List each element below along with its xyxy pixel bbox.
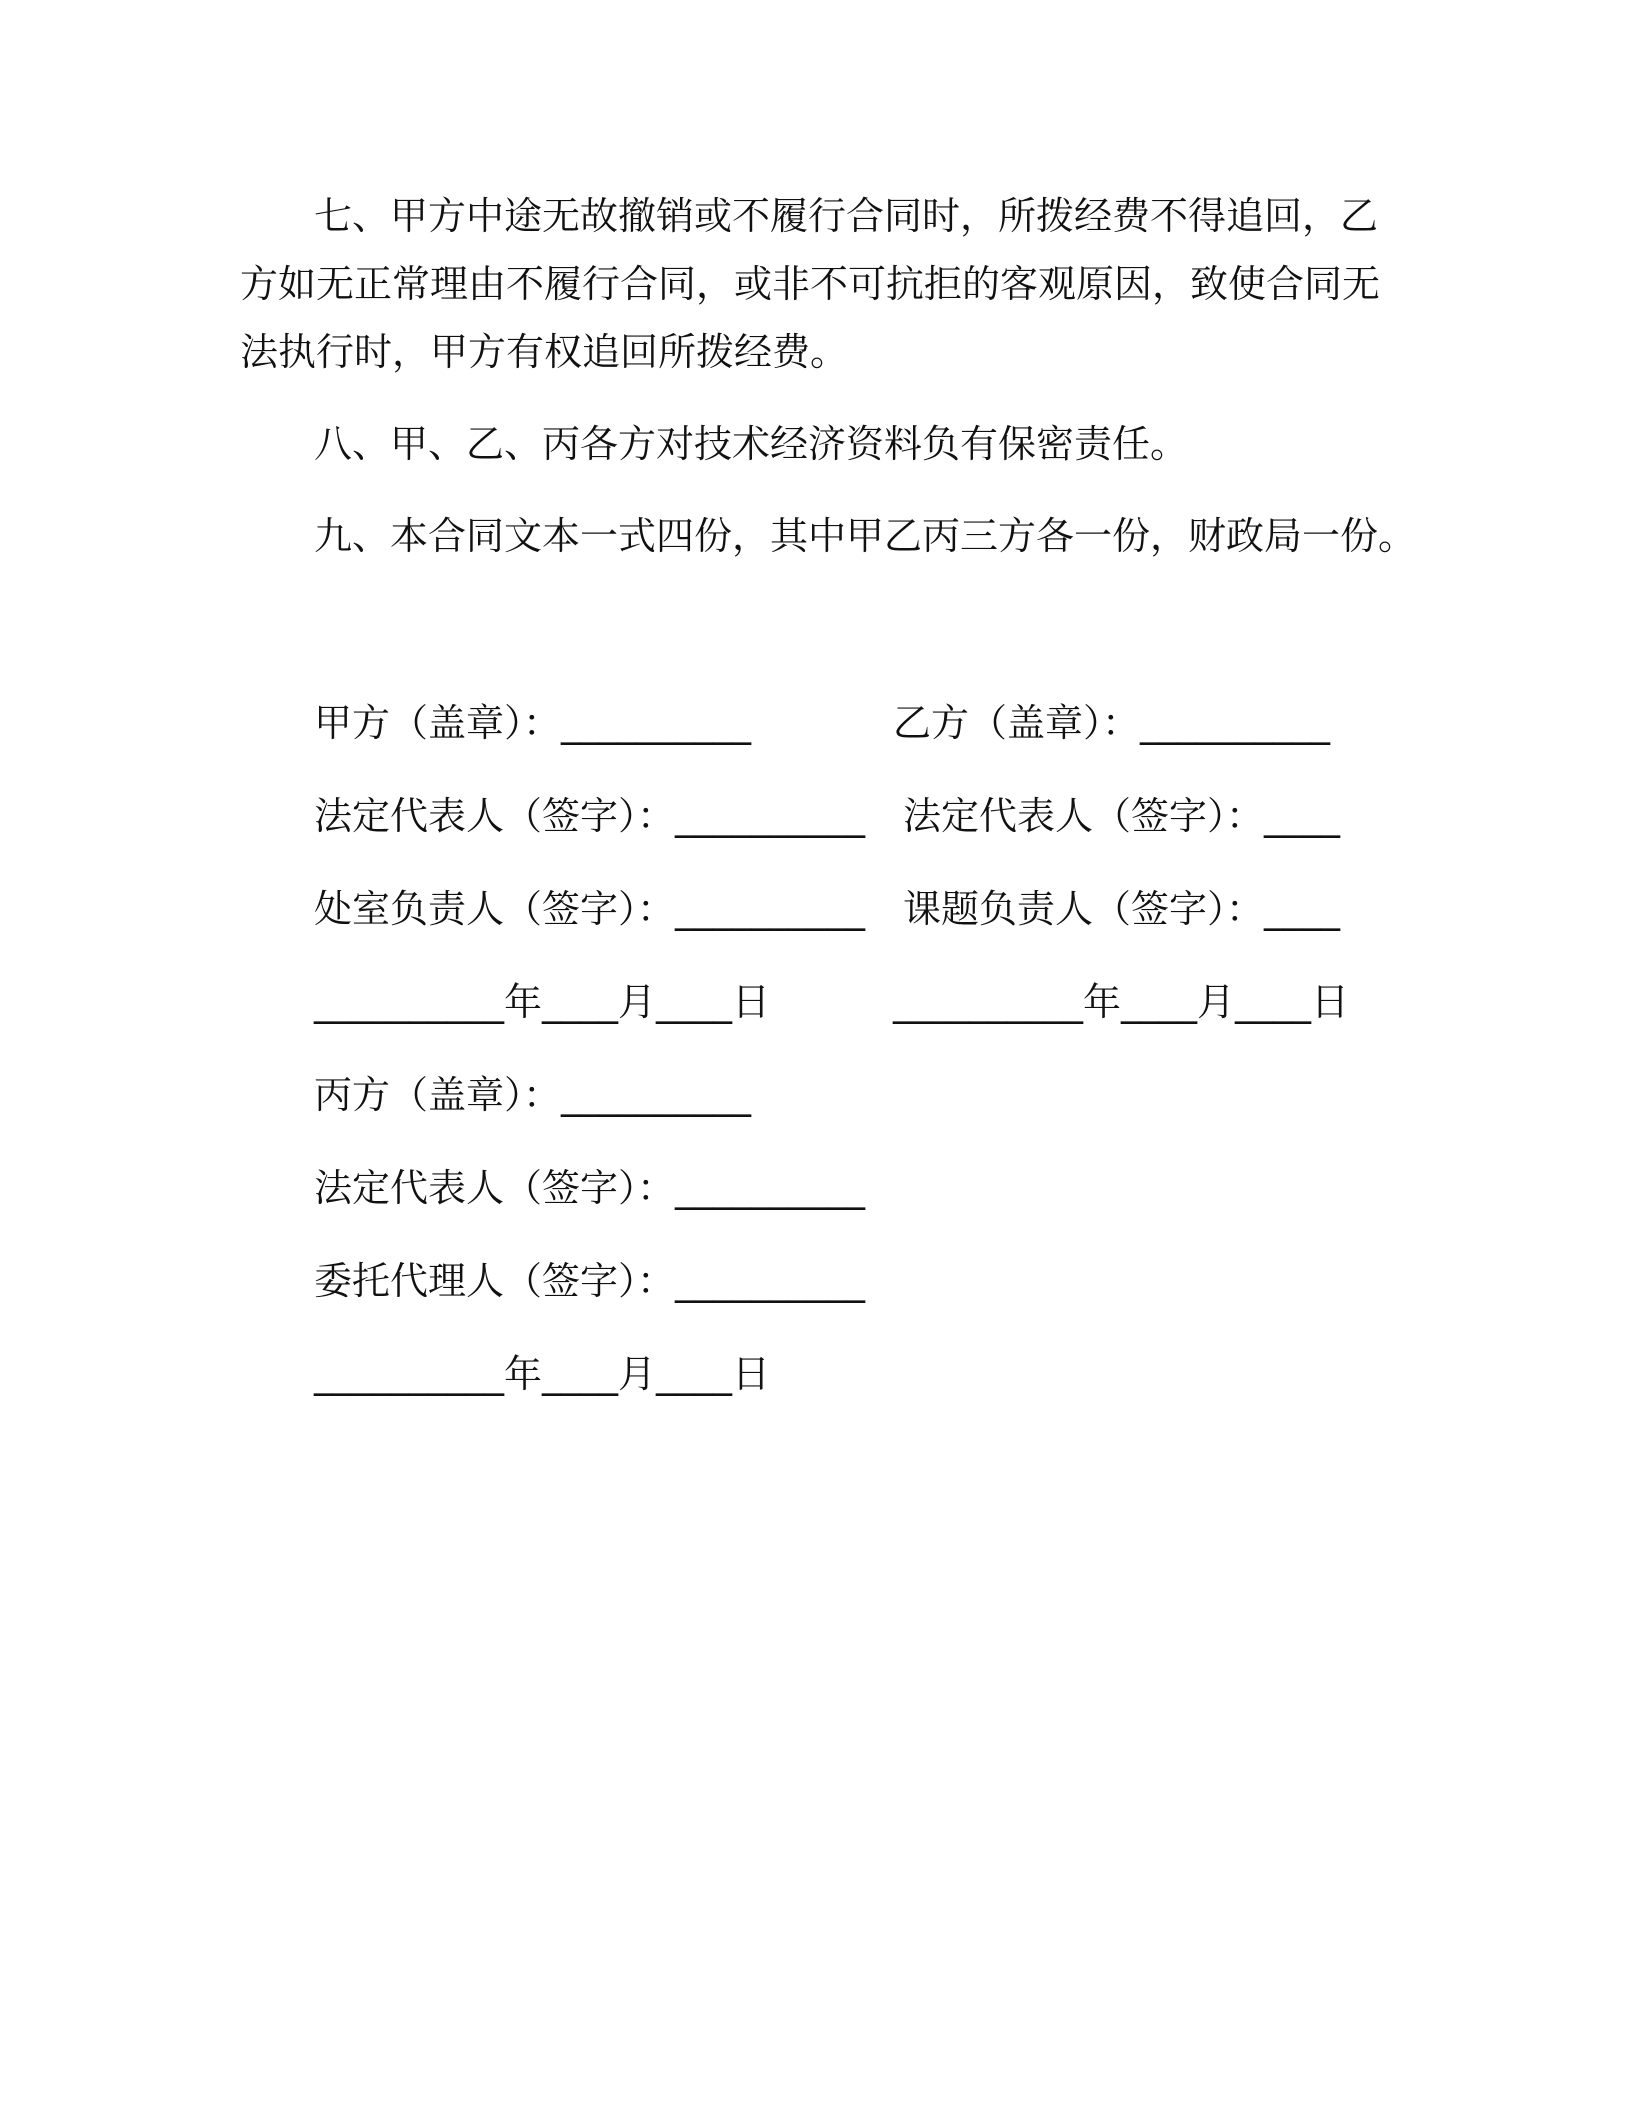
party-b-project-head: 课题负责人（签字）：____ — [903, 887, 1341, 931]
clause-nine: 九、本合同文本一式四份，其中甲乙丙三方各一份，财政局一份。 — [314, 514, 1417, 558]
party-b-date: __________年____月____日 — [893, 980, 1350, 1024]
party-a-date: __________年____月____日 — [314, 980, 771, 1024]
party-c-agent: 委托代理人（签字）：__________ — [314, 1259, 866, 1303]
clause-seven-line-1: 七、甲方中途无故撤销或不履行合同时，所拨经费不得追回，乙 — [314, 194, 1379, 238]
party-a-seal: 甲方（盖章）：__________ — [314, 701, 752, 745]
party-b-legal-rep: 法定代表人（签字）：____ — [903, 794, 1341, 838]
clause-seven-line-2: 方如无正常理由不履行合同，或非不可抗拒的客观原因，致使合同无 — [240, 262, 1381, 306]
clause-eight: 八、甲、乙、丙各方对技术经济资料负有保密责任。 — [314, 422, 1189, 466]
party-b-seal: 乙方（盖章）：__________ — [893, 701, 1331, 745]
party-c-date: __________年____月____日 — [314, 1352, 771, 1396]
party-c-legal-rep: 法定代表人（签字）：__________ — [314, 1166, 866, 1210]
clause-seven-line-3: 法执行时，甲方有权追回所拨经费。 — [240, 330, 849, 374]
party-a-dept-head: 处室负责人（签字）：__________ — [314, 887, 866, 931]
party-c-seal: 丙方（盖章）：__________ — [314, 1073, 752, 1117]
party-a-legal-rep: 法定代表人（签字）：__________ — [314, 794, 866, 838]
